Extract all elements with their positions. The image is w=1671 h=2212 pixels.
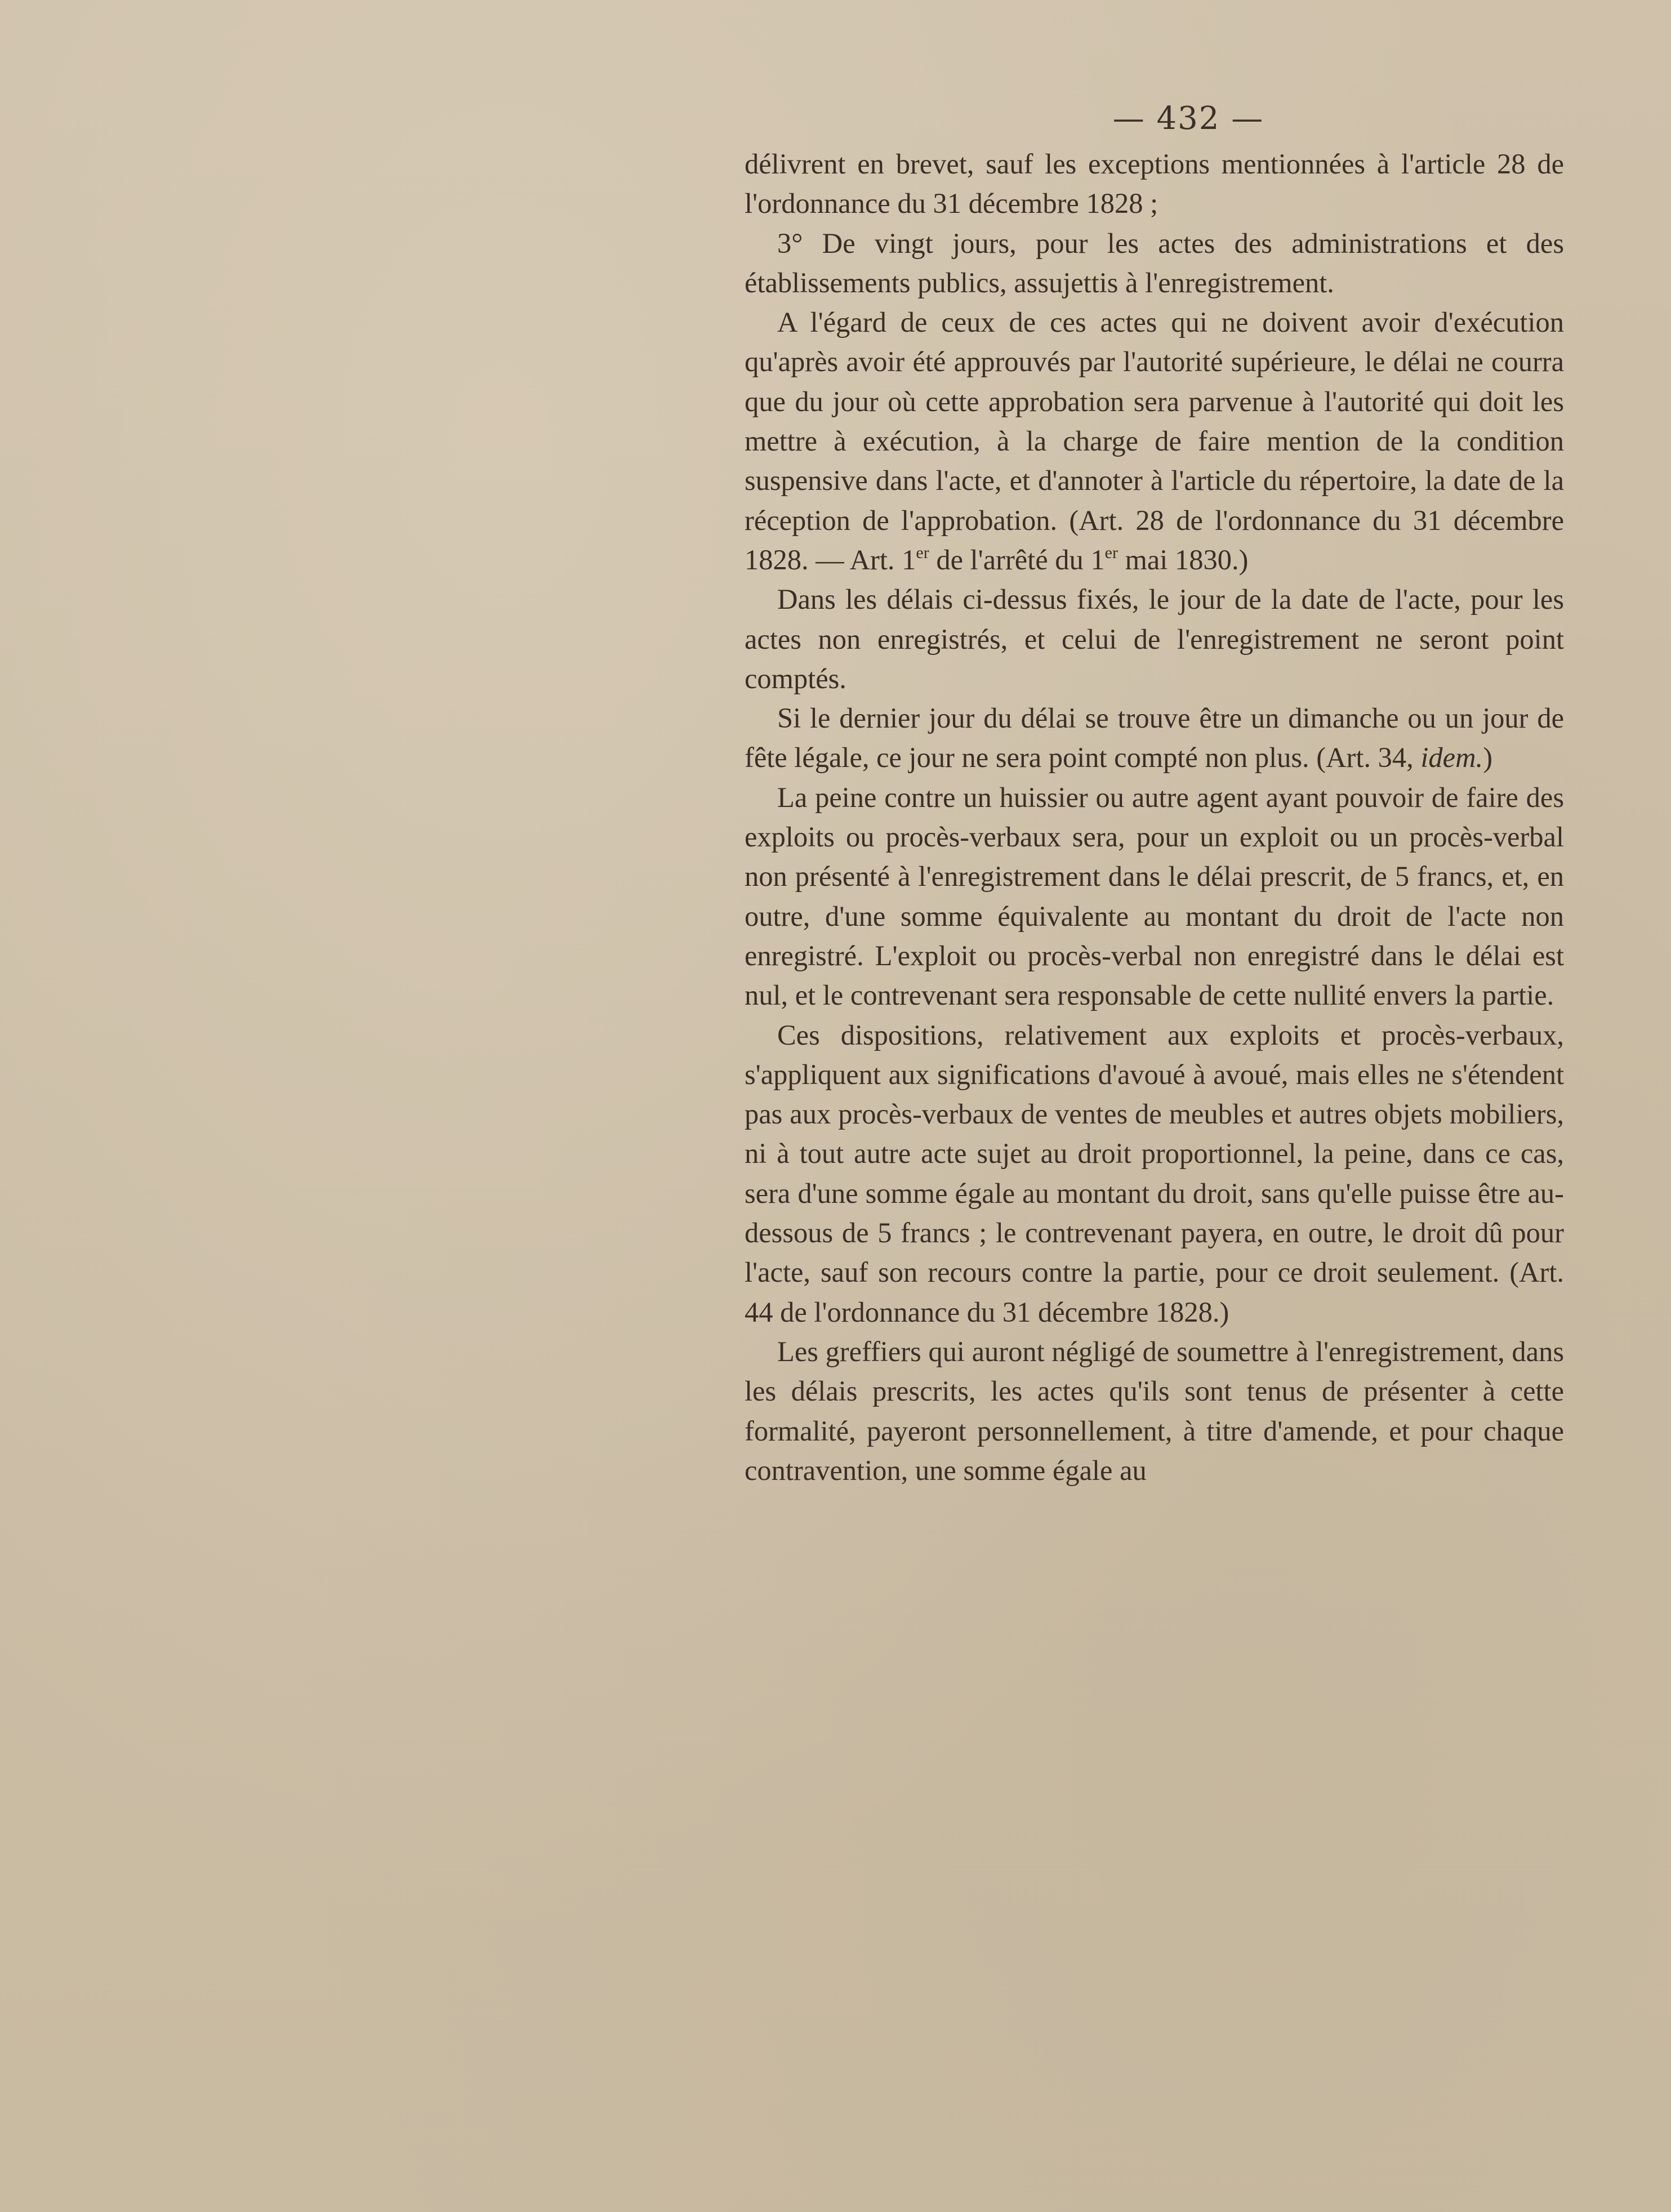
paragraph-text: mai 1830.) bbox=[1117, 543, 1249, 576]
paragraph: 3° De vingt jours, pour les actes des administrations et des établissements publics, assujettis à l'enregistrement. bbox=[745, 227, 1564, 298]
page-number: — 432 — bbox=[1112, 100, 1264, 137]
paragraph-text: de l'arrêté du 1 bbox=[929, 543, 1105, 576]
paragraph-text: ) bbox=[1483, 742, 1493, 774]
paragraph: délivrent en brevet, sauf les exceptions mentionnées à l'article 28 de l'ordonnance du 31 décembre 1828 ; bbox=[745, 148, 1564, 220]
paragraph-text: Si le dernier jour du délai se trouve être un dimanche ou un jour de fête légale, ce jour ne sera point compté non plus. (Art. 34, bbox=[745, 702, 1564, 774]
superscript: er bbox=[1104, 543, 1118, 562]
paragraph bbox=[745, 698, 1564, 778]
superscript: er bbox=[916, 543, 929, 562]
body-text bbox=[745, 144, 1564, 1490]
italic-text: idem. bbox=[1420, 742, 1483, 774]
paragraph: La peine contre un huissier ou autre agent ayant pouvoir de faire des exploits ou procès-verbaux sera, pour un exploit ou un procès-verbal non présenté à l'enregistrement dans le délai prescrit, de 5 francs, et, en outre, d'une somme équivalente au montant du droit de l'acte non enregistré. L'exploit ou procès-verbal non enregistré dans le délai est nul, et le contrevenant sera responsable de cette nullité envers la partie. bbox=[745, 781, 1564, 1011]
paragraph bbox=[745, 302, 1564, 579]
paragraph: Dans les délais ci-dessus fixés, le jour de la date de l'acte, pour les actes non enregistrés, et celui de l'enregistrement ne seront point comptés. bbox=[745, 583, 1564, 694]
paragraph: Les greffiers qui auront négligé de soumettre à l'enregistrement, dans les délais prescrits, les actes qu'ils sont tenus de présenter à cette formalité, payeront personnellement, à titre d'amende, et pour chaque contravention, une somme égale au bbox=[745, 1335, 1564, 1486]
paragraph: Ces dispositions, relativement aux exploits et procès-verbaux, s'appliquent aux significations d'avoué à avoué, mais elles ne s'étendent pas aux procès-verbaux de ventes de meubles et autres objets mobiliers, ni à tout autre acte sujet au droit proportionnel, la peine, dans ce cas, sera d'une somme égale au montant du droit, sans qu'elle puisse être au-dessous de 5 francs ; le contrevenant payera, en outre, le droit dû pour l'acte, sauf son recours contre la partie, pour ce droit seulement. (Art. 44 de l'ordonnance du 31 décembre 1828.) bbox=[745, 1019, 1564, 1328]
paragraph-text: A l'égard de ceux de ces actes qui ne doivent avoir d'exécution qu'après avoir été approuvés par l'autorité supérieure, le délai ne courra que du jour où cette approbation sera parvenue à l'autorité qui doit les mettre à exécution, à la charge de faire mention de la condition suspensive dans l'acte, et d'annoter à l'article du répertoire, la date de la réception de l'approbation. (Art. 28 de l'ordonnance du 31 décembre 1828. — Art. 1 bbox=[745, 306, 1564, 576]
